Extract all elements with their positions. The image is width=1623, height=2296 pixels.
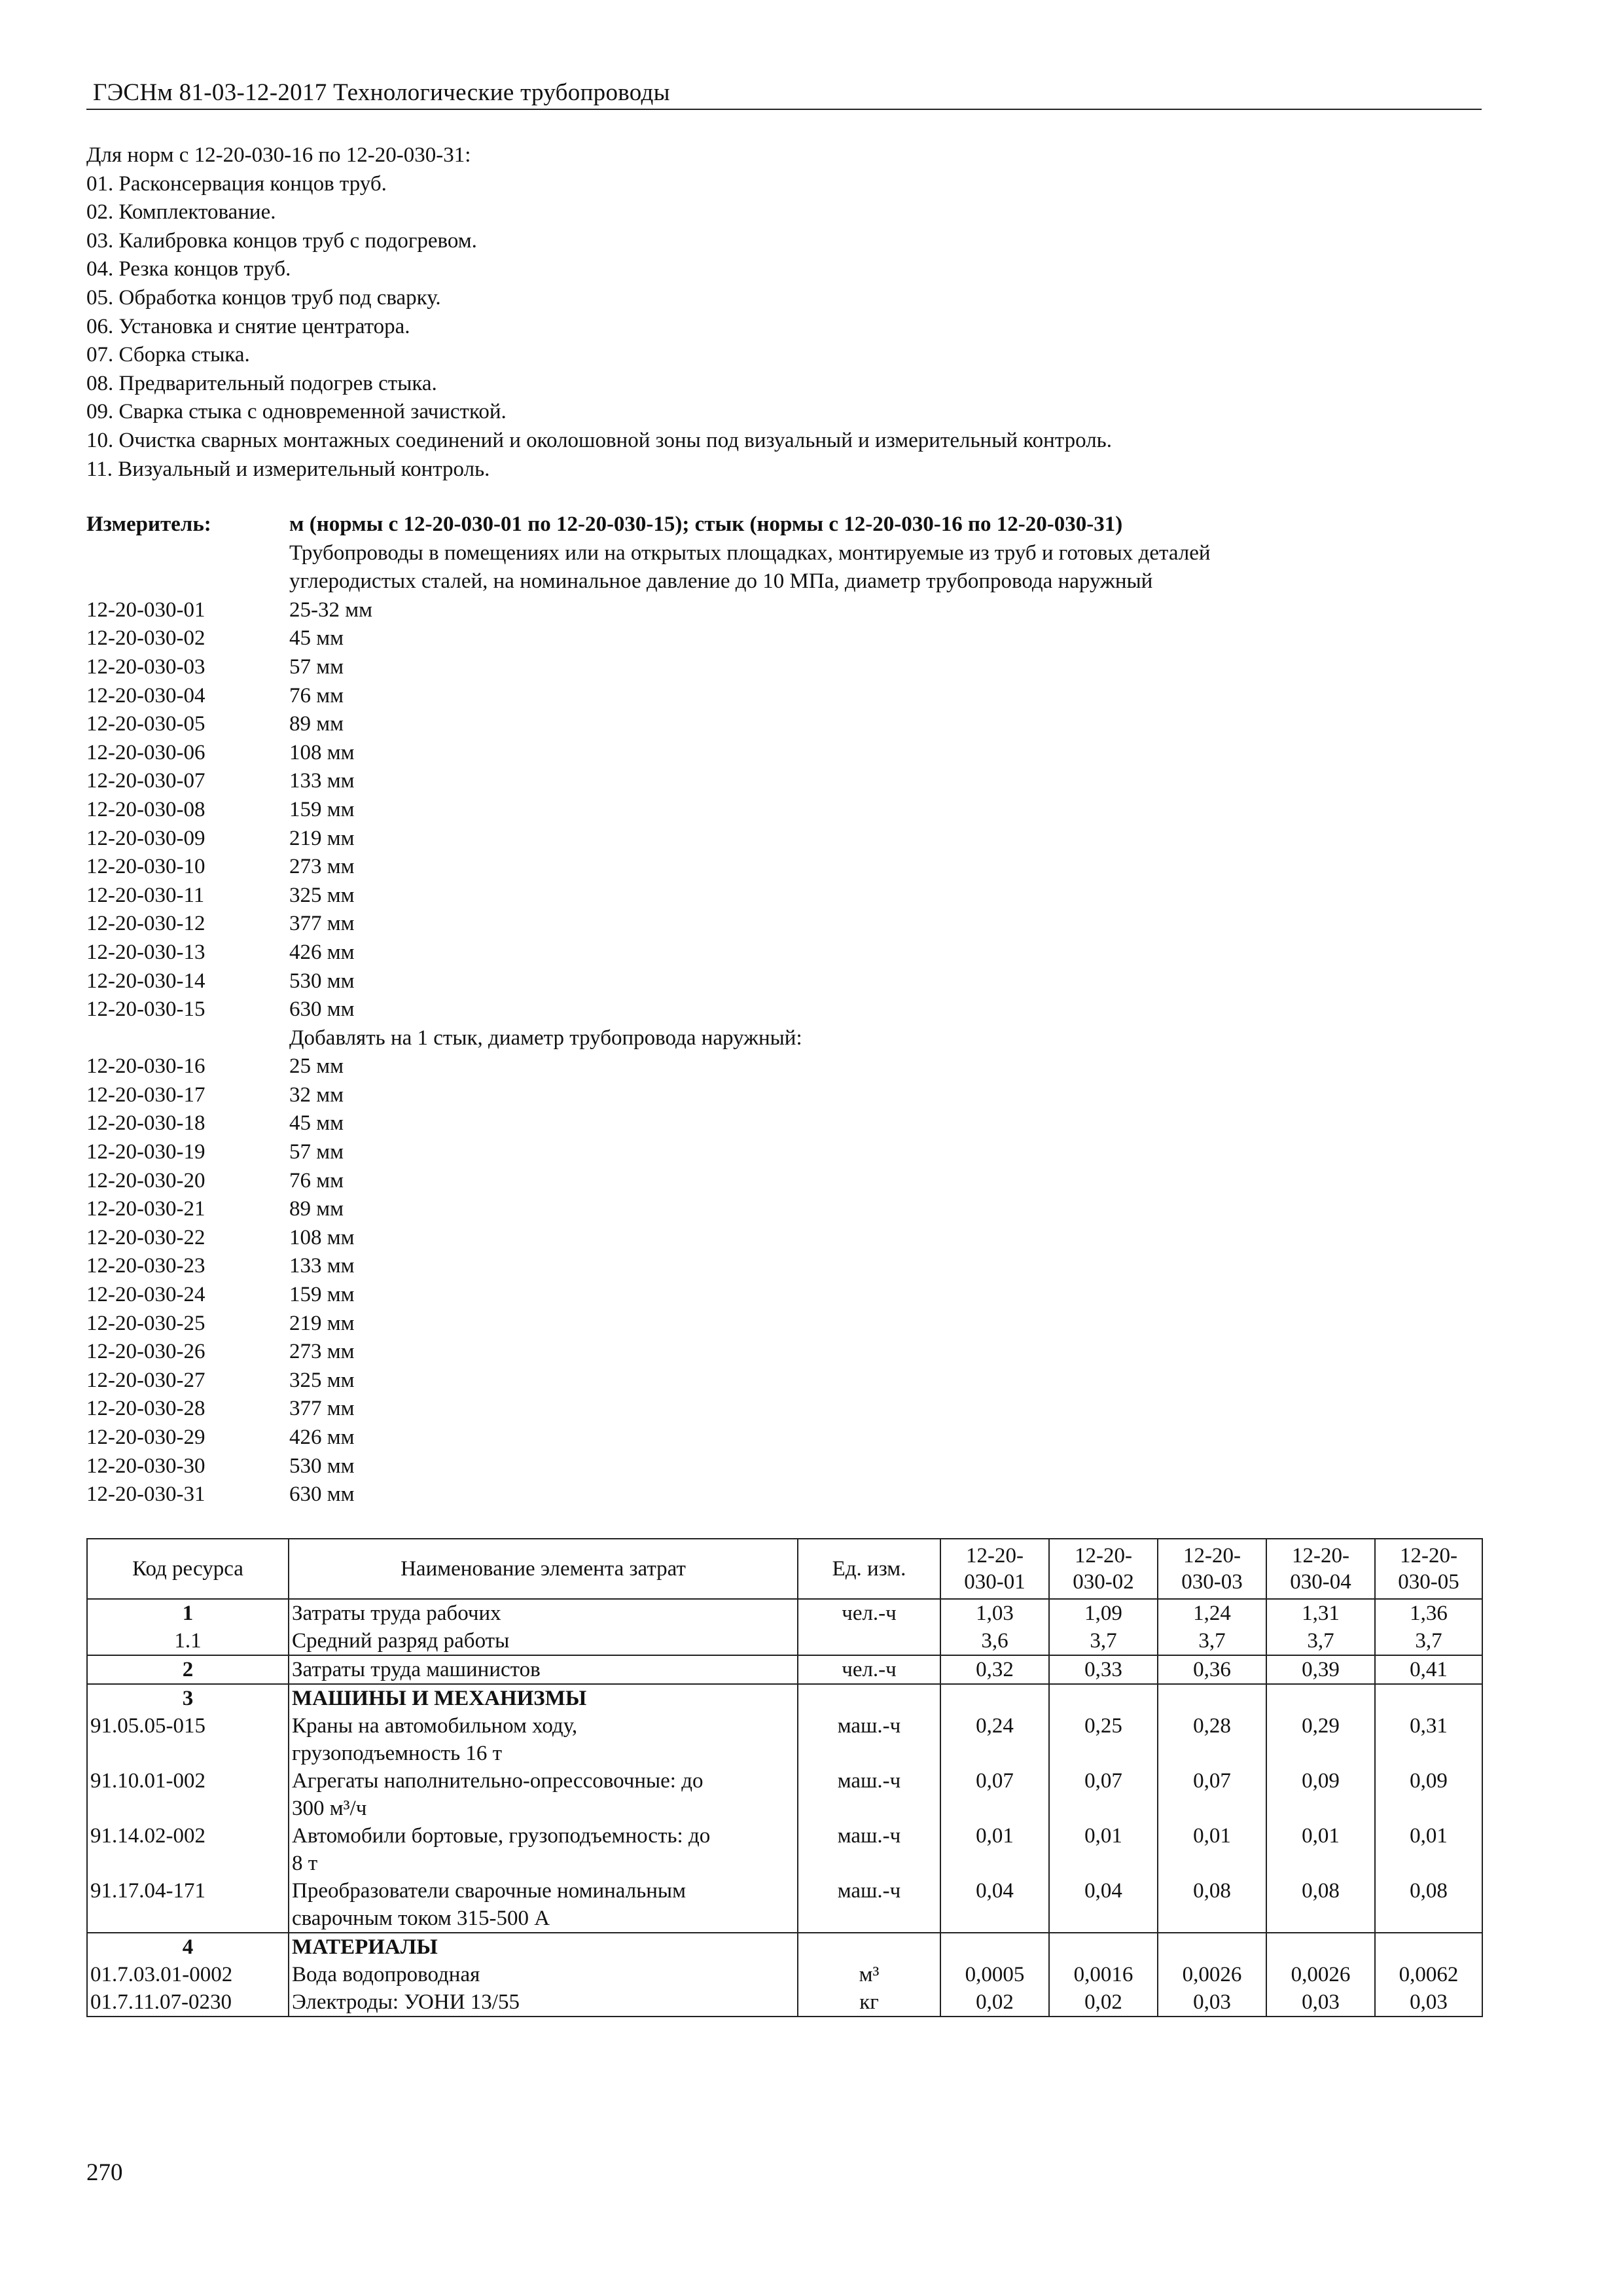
operation-item: 05. Обработка концов труб под сварку.: [86, 285, 441, 310]
norms-list-a: [86, 596, 1211, 1024]
norm-diameter: 159 мм: [289, 797, 355, 821]
meter-section: [86, 511, 1211, 1509]
col-header-norm: 12-20- 030-04: [1266, 1539, 1375, 1599]
norm-row: [86, 996, 1211, 1024]
table-row: 1 Затраты труда рабочих чел.-ч 1,03 1,09 1,24 1,31 1,36: [87, 1599, 1482, 1627]
norm-code: 12-20-030-10: [86, 855, 205, 879]
table-section-row: 4 МАТЕРИАЛЫ: [87, 1933, 1482, 1961]
norm-code: 12-20-030-15: [86, 997, 205, 1022]
norm-code: 12-20-030-16: [86, 1054, 205, 1079]
norm-diameter: 76 мм: [289, 1168, 344, 1193]
table-row: 91.14.02-002 Автомобили бортовые, грузоподъемность: до 8 т маш.-ч 0,01 0,01 0,01 0,01 0,01: [87, 1822, 1482, 1877]
norm-code: 12-20-030-11: [86, 883, 205, 907]
norm-diameter: 133 мм: [289, 1254, 355, 1278]
operation-item: 06. Установка и снятие центратора.: [86, 314, 410, 338]
norm-diameter: 530 мм: [289, 1454, 355, 1478]
operation-item: 01. Расконсервация концов труб.: [86, 171, 387, 196]
norm-code: 12-20-030-05: [86, 712, 205, 736]
norm-diameter: 219 мм: [289, 826, 355, 850]
table-row: 91.05.05-015 Краны на автомобильном ходу, грузоподъемность 16 т маш.-ч 0,24 0,25 0,28 0,29 0,31: [87, 1712, 1482, 1767]
norm-diameter: 273 мм: [289, 855, 355, 879]
norm-code: 12-20-030-28: [86, 1397, 205, 1421]
norm-row: [86, 825, 1211, 853]
table-row: 01.7.11.07-0230 Электроды: УОНИ 13/55 кг 0,02 0,02 0,03 0,03 0,03: [87, 1988, 1482, 2017]
norm-code: 12-20-030-30: [86, 1454, 205, 1478]
meter-value: м (нормы с 12-20-030-01 по 12-20-030-15); стык (нормы с 12-20-030-16 по 12-20-030-31): [289, 512, 1123, 536]
norm-row: [86, 710, 1211, 739]
norm-diameter: 89 мм: [289, 712, 344, 736]
norm-code: 12-20-030-22: [86, 1225, 205, 1249]
norm-code: 12-20-030-21: [86, 1197, 205, 1221]
operation-item: 03. Калибровка концов труб с подогревом.: [86, 228, 477, 253]
table-row: 2 Затраты труда машинистов чел.-ч 0,32 0,33 0,36 0,39 0,41: [87, 1655, 1482, 1684]
norm-row: [86, 1310, 1211, 1338]
norm-diameter: 159 мм: [289, 1283, 355, 1307]
norm-row: [86, 1480, 1211, 1509]
norm-code: 12-20-030-31: [86, 1482, 205, 1507]
norm-row: [86, 1195, 1211, 1224]
operation-item: 04. Резка концов труб.: [86, 257, 291, 281]
norm-row: [86, 739, 1211, 768]
norm-diameter: 219 мм: [289, 1311, 355, 1335]
norm-row: [86, 1167, 1211, 1196]
norm-diameter: 325 мм: [289, 1368, 355, 1392]
norm-code: 12-20-030-07: [86, 769, 205, 793]
col-header-norm: 12-20- 030-05: [1375, 1539, 1482, 1599]
norm-diameter: 89 мм: [289, 1197, 344, 1221]
norm-row: [86, 910, 1211, 939]
norm-code: 12-20-030-09: [86, 826, 205, 850]
meter-description: Трубопроводы в помещениях или на открытых площадках, монтируемые из труб и готовых деталей: [289, 541, 1211, 565]
table-row: 01.7.03.01-0002 Вода водопроводная м³ 0,0005 0,0016 0,0026 0,0026 0,0062: [87, 1961, 1482, 1988]
operation-item: 02. Комплектование.: [86, 200, 276, 224]
norm-diameter: 57 мм: [289, 655, 344, 679]
header-rule: [86, 109, 1482, 110]
norm-code: 12-20-030-06: [86, 740, 205, 764]
norm-code: 12-20-030-17: [86, 1083, 205, 1107]
norm-diameter: 45 мм: [289, 1111, 344, 1136]
col-header-name: Наименование элемента затрат: [289, 1539, 798, 1599]
norm-row: [86, 1109, 1211, 1138]
norm-row: [86, 796, 1211, 825]
norm-code: 12-20-030-24: [86, 1283, 205, 1307]
norm-diameter: 76 мм: [289, 683, 344, 708]
norm-code: 12-20-030-03: [86, 655, 205, 679]
norm-row: [86, 1081, 1211, 1110]
norm-code: 12-20-030-25: [86, 1311, 205, 1335]
norm-row: [86, 624, 1211, 653]
operations-list: [86, 141, 1112, 484]
norm-row: [86, 1281, 1211, 1310]
norm-code: 12-20-030-23: [86, 1254, 205, 1278]
table-section-row: 3 МАШИНЫ И МЕХАНИЗМЫ: [87, 1684, 1482, 1712]
meter-label: Измеритель:: [86, 512, 211, 536]
resource-table: [86, 1538, 1483, 2017]
norm-diameter: 45 мм: [289, 626, 344, 651]
norm-diameter: 377 мм: [289, 912, 355, 936]
norm-diameter: 426 мм: [289, 1426, 355, 1449]
norm-code: 12-20-030-19: [86, 1140, 205, 1164]
norm-diameter: 32 мм: [289, 1083, 344, 1107]
page-header-title: ГЭСНм 81-03-12-2017 Технологические трубопроводы: [93, 79, 670, 106]
operation-item: 09. Сварка стыка с одновременной зачисткой.: [86, 400, 507, 424]
norm-row: [86, 653, 1211, 682]
operation-item: 10. Очистка сварных монтажных соединений и околошовной зоны под визуальный и измерительный контроль.: [86, 428, 1112, 452]
col-header-norm: 12-20- 030-03: [1158, 1539, 1266, 1599]
norm-row: [86, 1452, 1211, 1481]
table-row: 91.17.04-171 Преобразователи сварочные номинальным сварочным током 315-500 А маш.-ч 0,04 0,04 0,08 0,08 0,08: [87, 1877, 1482, 1933]
norm-code: 12-20-030-04: [86, 683, 205, 708]
norm-row: [86, 767, 1211, 796]
col-header-unit: Ед. изм.: [798, 1539, 940, 1599]
norm-code: 12-20-030-18: [86, 1111, 205, 1136]
operations-heading: Для норм с 12-20-030-16 по 12-20-030-31:: [86, 143, 471, 167]
operation-item: 11. Визуальный и измерительный контроль.: [86, 457, 490, 481]
norm-code: 12-20-030-20: [86, 1168, 205, 1193]
norm-diameter: 133 мм: [289, 769, 355, 793]
table-row: 91.10.01-002 Агрегаты наполнительно-опрессовочные: до 300 м³/ч маш.-ч 0,07 0,07 0,07 0,09 0,09: [87, 1767, 1482, 1822]
norm-diameter: 426 мм: [289, 940, 355, 964]
norm-row: [86, 1395, 1211, 1424]
norm-diameter: 57 мм: [289, 1140, 344, 1164]
norm-row: [86, 1338, 1211, 1367]
norm-diameter: 25-32 мм: [289, 598, 373, 622]
table-row: 1.1 Средний разряд работы 3,6 3,7 3,7 3,7 3,7: [87, 1627, 1482, 1655]
norm-diameter: 377 мм: [289, 1397, 355, 1421]
norm-row: [86, 682, 1211, 711]
norm-code: 12-20-030-08: [86, 797, 205, 821]
col-header-norm: 12-20- 030-01: [940, 1539, 1049, 1599]
col-header-norm: 12-20- 030-02: [1049, 1539, 1158, 1599]
norm-diameter: 325 мм: [289, 883, 355, 907]
norm-code: 12-20-030-14: [86, 969, 205, 993]
meter-description: углеродистых сталей, на номинальное давление до 10 МПа, диаметр трубопровода наружный: [289, 569, 1153, 594]
norm-row: [86, 853, 1211, 882]
norm-row: [86, 967, 1211, 996]
norm-row: [86, 882, 1211, 910]
norm-row: [86, 1052, 1211, 1081]
norm-diameter: 25 мм: [289, 1054, 344, 1079]
norm-row: [86, 1138, 1211, 1167]
norm-diameter: 273 мм: [289, 1340, 355, 1364]
norm-diameter: 630 мм: [289, 997, 355, 1022]
norm-code: 12-20-030-26: [86, 1340, 205, 1364]
norm-row: [86, 1424, 1211, 1452]
norm-code: 12-20-030-29: [86, 1426, 205, 1449]
norm-diameter: 530 мм: [289, 969, 355, 993]
col-header-code: Код ресурса: [87, 1539, 289, 1599]
norm-code: 12-20-030-01: [86, 598, 205, 622]
norm-diameter: 108 мм: [289, 1225, 355, 1249]
norm-code: 12-20-030-27: [86, 1368, 205, 1392]
norm-code: 12-20-030-12: [86, 912, 205, 936]
operation-item: 07. Сборка стыка.: [86, 343, 250, 367]
norm-code: 12-20-030-02: [86, 626, 205, 651]
norm-row: [86, 596, 1211, 625]
norm-code: 12-20-030-13: [86, 940, 205, 964]
norm-row: [86, 939, 1211, 967]
add-note: Добавлять на 1 стык, диаметр трубопровода наружный:: [289, 1026, 802, 1050]
table-header-row: [87, 1539, 1482, 1599]
page-number: 270: [86, 2159, 123, 2186]
norm-diameter: 108 мм: [289, 740, 355, 764]
operation-item: 08. Предварительный подогрев стыка.: [86, 371, 437, 395]
norm-diameter: 630 мм: [289, 1482, 355, 1507]
norms-list-b: [86, 1052, 1211, 1509]
norm-row: [86, 1252, 1211, 1281]
norm-row: [86, 1367, 1211, 1395]
norm-row: [86, 1224, 1211, 1253]
